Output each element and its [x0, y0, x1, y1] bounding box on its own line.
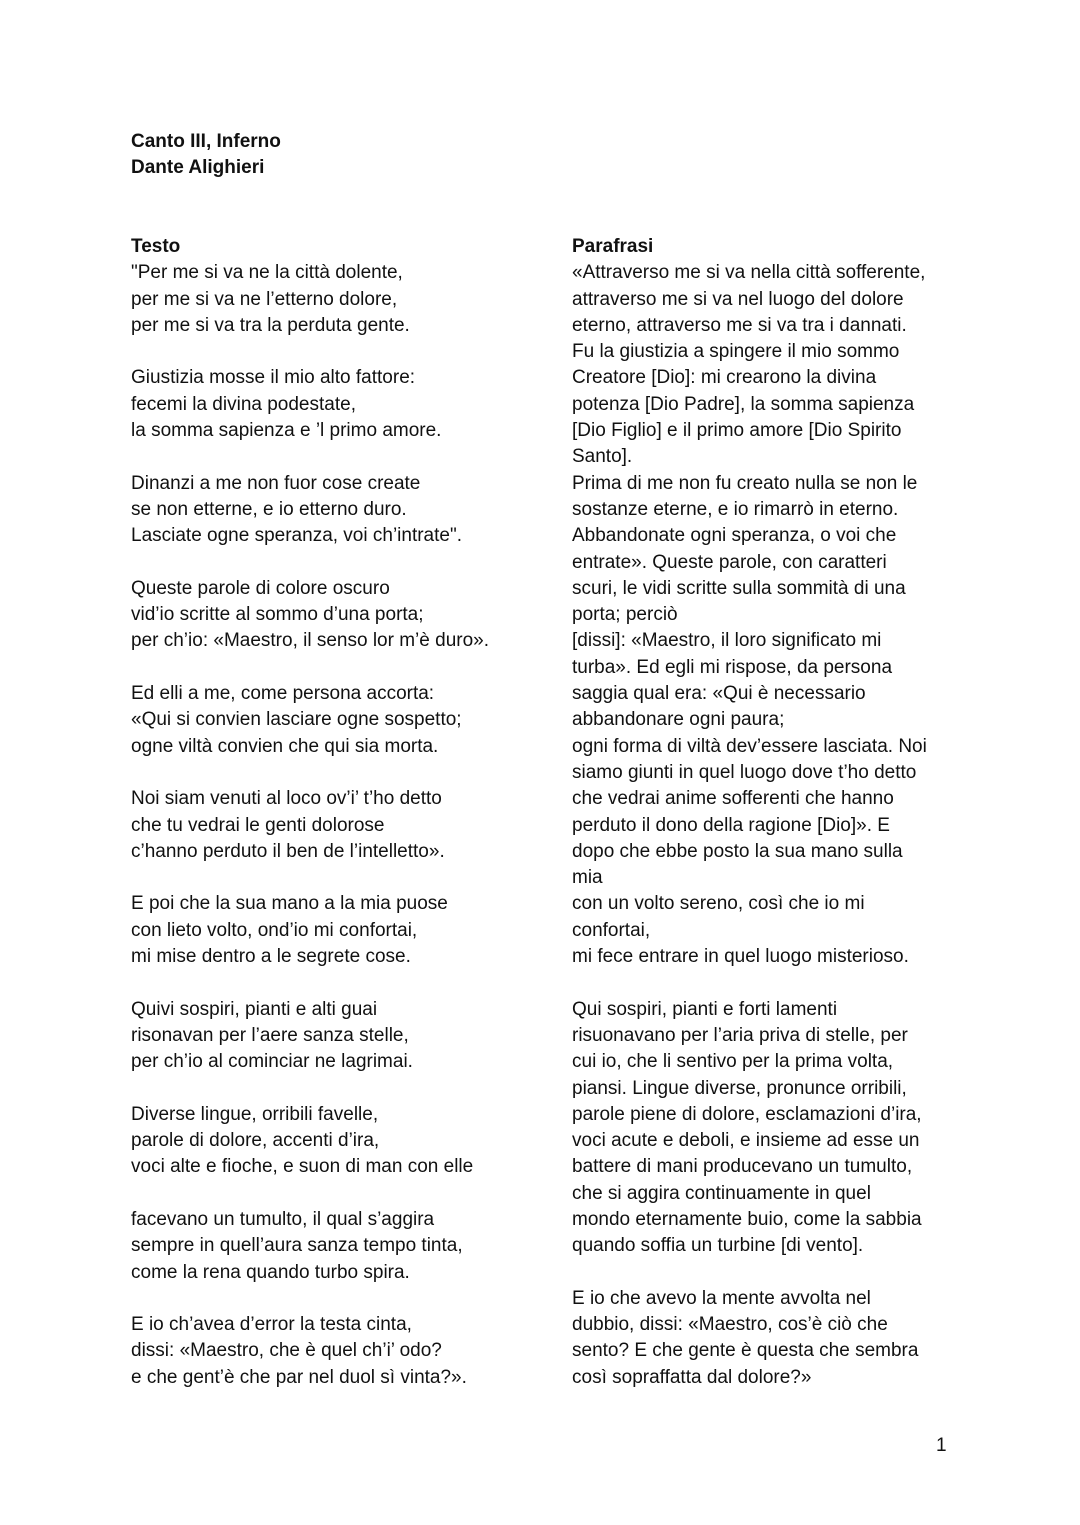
- verse-line: Noi siam venuti al loco ov’i’ t’ho detto: [131, 788, 442, 810]
- verse-line: per me si va tra la perduta gente.: [131, 314, 410, 336]
- paraphrase-line: piansi. Lingue diverse, pronunce orribili,: [572, 1077, 907, 1099]
- original-text-title: Testo: [131, 236, 181, 257]
- paraphrase-line: dopo che ebbe posto la sua mano sulla: [572, 840, 903, 862]
- page-number: 1: [936, 1435, 947, 1456]
- verse-line: «Qui si convien lasciare ogne sospetto;: [131, 709, 462, 731]
- document-title: Canto III, Inferno: [131, 131, 281, 152]
- stanza-gap: [131, 1076, 541, 1102]
- paraphrase-line: cui io, che li sentivo per la prima volta,: [572, 1051, 894, 1073]
- original-text-lines: [131, 260, 541, 1391]
- paraphrase-line: sostanze eterne, e io rimarrò in eterno.: [572, 498, 899, 520]
- stanza-gap: [131, 339, 541, 365]
- verse-line: parole di dolore, accenti d’ira,: [131, 1130, 380, 1152]
- paraphrase-line: attraverso me si va nel luogo del dolore: [572, 288, 904, 310]
- paraphrase-line: mi fece entrare in quel luogo misterioso.: [572, 946, 909, 968]
- verse-line: sempre in quell’aura sanza tempo tinta,: [131, 1235, 463, 1257]
- document-author: Dante Alighieri: [131, 157, 265, 179]
- verse-line: se non etterne, e io etterno duro.: [131, 498, 407, 520]
- verse-line: per ch’io al cominciar ne lagrimai.: [131, 1051, 413, 1073]
- paraphrase-line: con un volto sereno, così che io mi: [572, 893, 865, 915]
- paraphrase-line: che si aggira continuamente in quel: [572, 1182, 871, 1204]
- verse-line: dissi: «Maestro, che è quel ch’i’ odo?: [131, 1340, 442, 1362]
- paraphrase-line: Santo].: [572, 446, 633, 468]
- verse-line: e che gent’è che par nel duol sì vinta?».: [131, 1366, 467, 1388]
- verse-line: Giustizia mosse il mio alto fattore:: [131, 367, 416, 389]
- paraphrase-line: sento? E che gente è questa che sembra: [572, 1340, 919, 1362]
- verse-line: mi mise dentro a le segrete cose.: [131, 946, 411, 968]
- paraphrase-line: «Attraverso me si va nella città sofferente,: [572, 262, 926, 284]
- paraphrase-line: Abbandonate ogni speranza, o voi che: [572, 525, 897, 547]
- verse-line: Ed elli a me, come persona accorta:: [131, 683, 435, 705]
- paraphrase-line: Prima di me non fu creato nulla se non le: [572, 472, 918, 494]
- verse-line: "Per me si va ne la città dolente,: [131, 262, 403, 284]
- paraphrase-line: Creatore [Dio]: mi crearono la divina: [572, 367, 877, 389]
- stanza-gap: [131, 444, 541, 470]
- verse-line: risonavan per l’aere sanza stelle,: [131, 1024, 409, 1046]
- paraphrase-line: eterno, attraverso me si va tra i dannati.: [572, 314, 907, 336]
- stanza-gap: [572, 970, 972, 996]
- paraphrase-line: mia: [572, 867, 603, 889]
- paraphrase-lines: [572, 260, 972, 1391]
- stanza-gap: [131, 655, 541, 681]
- stanza-gap: [131, 1181, 541, 1207]
- paraphrase-line: porta; perciò: [572, 604, 678, 626]
- paraphrase-line: siamo giunti in quel luogo dove t’ho detto: [572, 761, 917, 783]
- paraphrase-line: confortai,: [572, 919, 651, 941]
- paraphrase-line: turba». Ed egli mi rispose, da persona: [572, 656, 893, 678]
- verse-line: per me si va ne l’etterno dolore,: [131, 288, 398, 310]
- paraphrase-line: abbandonare ogni paura;: [572, 709, 785, 731]
- paraphrase-line: saggia qual era: «Qui è necessario: [572, 683, 866, 705]
- verse-line: per ch’io: «Maestro, il senso lor m’è duro».: [131, 630, 489, 652]
- original-text-column: [131, 234, 541, 1391]
- verse-line: la somma sapienza e ’l primo amore.: [131, 420, 442, 442]
- stanza-gap: [131, 865, 541, 891]
- paraphrase-line: potenza [Dio Padre], la somma sapienza: [572, 393, 915, 415]
- verse-line: vid’io scritte al sommo d’una porta;: [131, 604, 424, 626]
- paraphrase-line: così sopraffatta dal dolore?»: [572, 1366, 812, 1388]
- paraphrase-line: quando soffia un turbine [di vento].: [572, 1235, 864, 1257]
- paraphrase-line: [dissi]: «Maestro, il loro significato mi: [572, 630, 882, 652]
- paraphrase-line: [Dio Figlio] e il primo amore [Dio Spirito: [572, 420, 902, 442]
- stanza-gap: [131, 970, 541, 996]
- verse-line: come la rena quando turbo spira.: [131, 1261, 410, 1283]
- verse-line: Quivi sospiri, pianti e alti guai: [131, 998, 378, 1020]
- stanza-gap: [131, 1286, 541, 1312]
- verse-line: E io ch’avea d’error la testa cinta,: [131, 1314, 412, 1336]
- paraphrase-title: Parafrasi: [572, 236, 654, 257]
- verse-line: che tu vedrai le genti dolorose: [131, 814, 385, 836]
- paraphrase-line: parole piene di dolore, esclamazioni d’ira,: [572, 1103, 922, 1125]
- verse-line: voci alte e fioche, e suon di man con elle: [131, 1156, 474, 1178]
- paraphrase-line: perduto il dono della ragione [Dio]». E: [572, 814, 890, 836]
- paraphrase-line: battere di mani producevano un tumulto,: [572, 1156, 913, 1178]
- paraphrase-line: ogni forma di viltà dev’essere lasciata. Noi: [572, 735, 927, 757]
- verse-line: c’hanno perduto il ben de l’intelletto».: [131, 840, 445, 862]
- stanza-gap: [572, 1260, 972, 1286]
- paraphrase-line: mondo eternamente buio, come la sabbia: [572, 1208, 922, 1230]
- paraphrase-line: che vedrai anime sofferenti che hanno: [572, 788, 894, 810]
- stanza-gap: [131, 550, 541, 576]
- paraphrase-line: Fu la giustizia a spingere il mio sommo: [572, 341, 900, 363]
- verse-line: Diverse lingue, orribili favelle,: [131, 1103, 379, 1125]
- paraphrase-line: voci acute e deboli, e insieme ad esse un: [572, 1130, 920, 1152]
- stanza-gap: [131, 760, 541, 786]
- paraphrase-line: scuri, le vidi scritte sulla sommità di una: [572, 577, 906, 599]
- verse-line: Lasciate ogne speranza, voi ch’intrate".: [131, 525, 462, 547]
- verse-line: E poi che la sua mano a la mia puose: [131, 893, 448, 915]
- paraphrase-line: entrate». Queste parole, con caratteri: [572, 551, 887, 573]
- verse-line: facevano un tumulto, il qual s’aggira: [131, 1208, 435, 1230]
- verse-line: Dinanzi a me non fuor cose create: [131, 472, 421, 494]
- verse-line: Queste parole di colore oscuro: [131, 577, 390, 599]
- paraphrase-column: [572, 234, 972, 1391]
- paraphrase-line: dubbio, dissi: «Maestro, cos’è ciò che: [572, 1314, 888, 1336]
- verse-line: ogne viltà convien che qui sia morta.: [131, 735, 439, 757]
- verse-line: fecemi la divina podestate,: [131, 393, 356, 415]
- verse-line: con lieto volto, ond’io mi confortai,: [131, 919, 418, 941]
- paraphrase-line: E io che avevo la mente avvolta nel: [572, 1287, 871, 1309]
- document-header: [131, 129, 281, 182]
- paraphrase-line: risuonavano per l’aria priva di stelle, per: [572, 1024, 908, 1046]
- paraphrase-line: Qui sospiri, pianti e forti lamenti: [572, 998, 838, 1020]
